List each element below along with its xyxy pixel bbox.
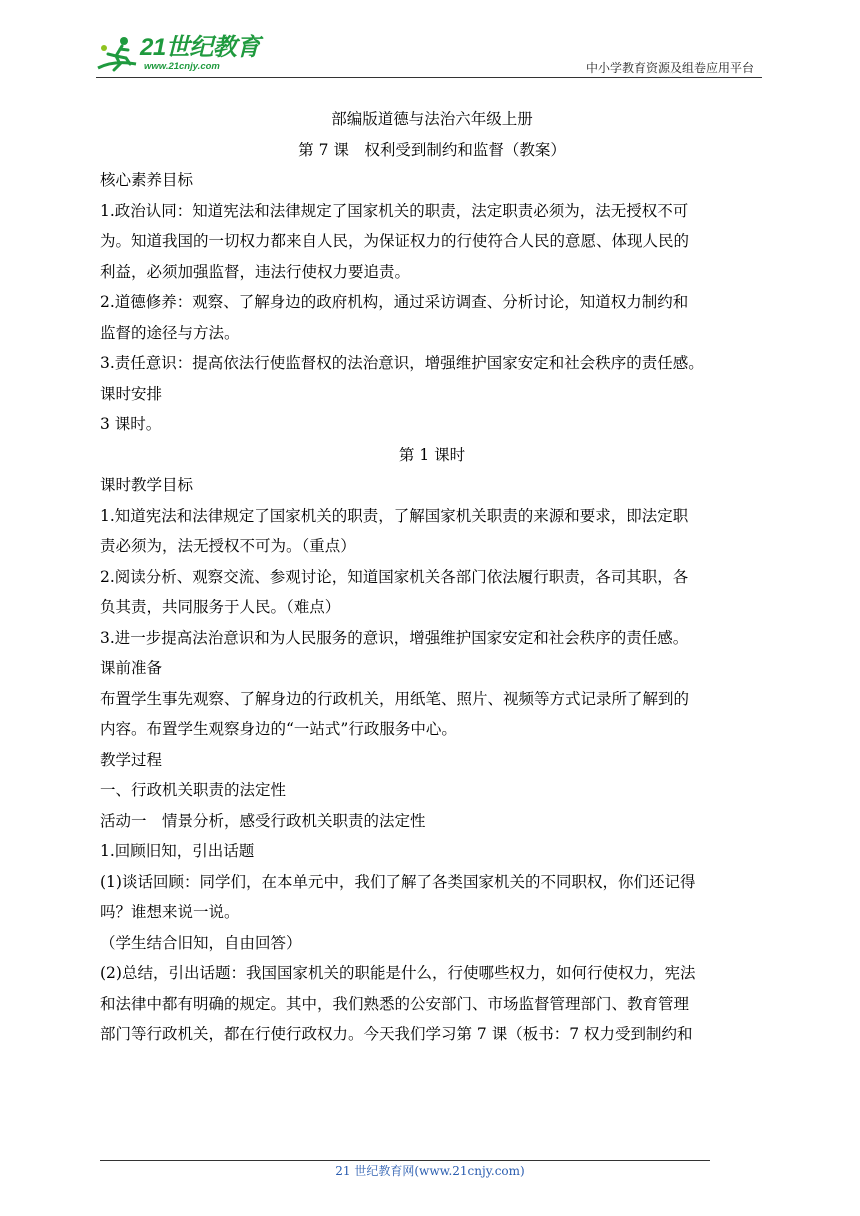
paragraph-line: 利益，必须加强监督，违法行使权力要追责。	[100, 262, 411, 281]
header-divider	[96, 77, 762, 78]
paragraph-line: 活动一 情景分析，感受行政机关职责的法定性	[100, 811, 426, 830]
footer-divider	[100, 1160, 710, 1161]
paragraph-line: 负其责，共同服务于人民。（难点）	[100, 598, 341, 616]
lesson-heading: 第 1 课时	[398, 445, 466, 464]
paragraph-line: 1.政治认同：知道宪法和法律规定了国家机关的职责，法定职责必须为，法无授权不可	[100, 201, 689, 220]
paragraph-line: （学生结合旧知，自由回答）	[100, 933, 302, 952]
page-header	[96, 30, 758, 80]
paragraph-line: 吗？谁想来说一说。	[100, 903, 240, 921]
paragraph-line: 布置学生事先观察、了解身边的行政机关，用纸笔、照片、视频等方式记录所了解到的	[100, 689, 690, 708]
paragraph-line: (2)总结，引出话题：我国国家机关的职能是什么，行使哪些权力，如何行使权力，宪法	[100, 964, 696, 982]
runner-logo-icon	[96, 34, 140, 74]
section-heading: 核心素养目标	[100, 171, 194, 189]
document-subtitle: 第 7 课 权利受到制约和监督（教案）	[298, 140, 566, 159]
paragraph-line: 3.进一步提高法治意识和为人民服务的意识，增强维护国家安定和社会秩序的责任感。	[100, 628, 689, 647]
paragraph-line: (1)谈话回顾：同学们，在本单元中，我们了解了各类国家机关的不同职权，你们还记得	[100, 872, 696, 891]
paragraph-line: 2.阅读分析、观察交流、参观讨论，知道国家机关各部门依法履行职责，各司其职，各	[100, 567, 689, 586]
paragraph-line: 一、行政机关职责的法定性	[100, 781, 287, 799]
site-logo[interactable]	[96, 34, 266, 76]
logo-url: www.21cnjy.com	[144, 61, 220, 72]
platform-name: 中小学教育资源及组卷应用平台	[585, 61, 754, 75]
logo-text: 21世纪教育	[140, 34, 260, 61]
section-heading: 教学过程	[100, 750, 163, 769]
paragraph-line: 1.知道宪法和法律规定了国家机关的职责，了解国家机关职责的来源和要求，即法定职	[100, 506, 689, 525]
paragraph-line: 和法律中都有明确的规定。其中，我们熟悉的公安部门、市场监督管理部门、教育管理	[100, 994, 690, 1013]
paragraph-line: 3 课时。	[100, 415, 162, 433]
paragraph-line: 1.回顾旧知，引出话题	[100, 842, 255, 860]
paragraph-line: 监督的途径与方法。	[100, 323, 240, 342]
section-heading: 课时教学目标	[100, 476, 194, 494]
document-body	[100, 104, 764, 1050]
document-title: 部编版道德与法治六年级上册	[331, 110, 533, 128]
paragraph-line: 2.道德修养：观察、了解身边的政府机构，通过采访调查、分析讨论，知道权力制约和	[100, 293, 689, 311]
paragraph-line: 为。知道我国的一切权力都来自人民，为保证权力的行使符合人民的意愿、体现人民的	[100, 232, 690, 250]
paragraph-line: 部门等行政机关，都在行使行政权力。今天我们学习第 7 课（板书：7 权力受到制约和	[100, 1025, 693, 1043]
paragraph-line: 3.责任意识：提高依法行使监督权的法治意识，增强维护国家安定和社会秩序的责任感。	[100, 354, 704, 372]
footer-link[interactable]: 21 世纪教育网(www.21cnjy.com)	[335, 1164, 525, 1178]
section-heading: 课前准备	[100, 659, 163, 677]
paragraph-line: 责必须为，法无授权不可为。（重点）	[100, 537, 356, 555]
paragraph-line: 内容。布置学生观察身边的“一站式”行政服务中心。	[100, 720, 457, 738]
section-heading: 课时安排	[100, 384, 163, 403]
